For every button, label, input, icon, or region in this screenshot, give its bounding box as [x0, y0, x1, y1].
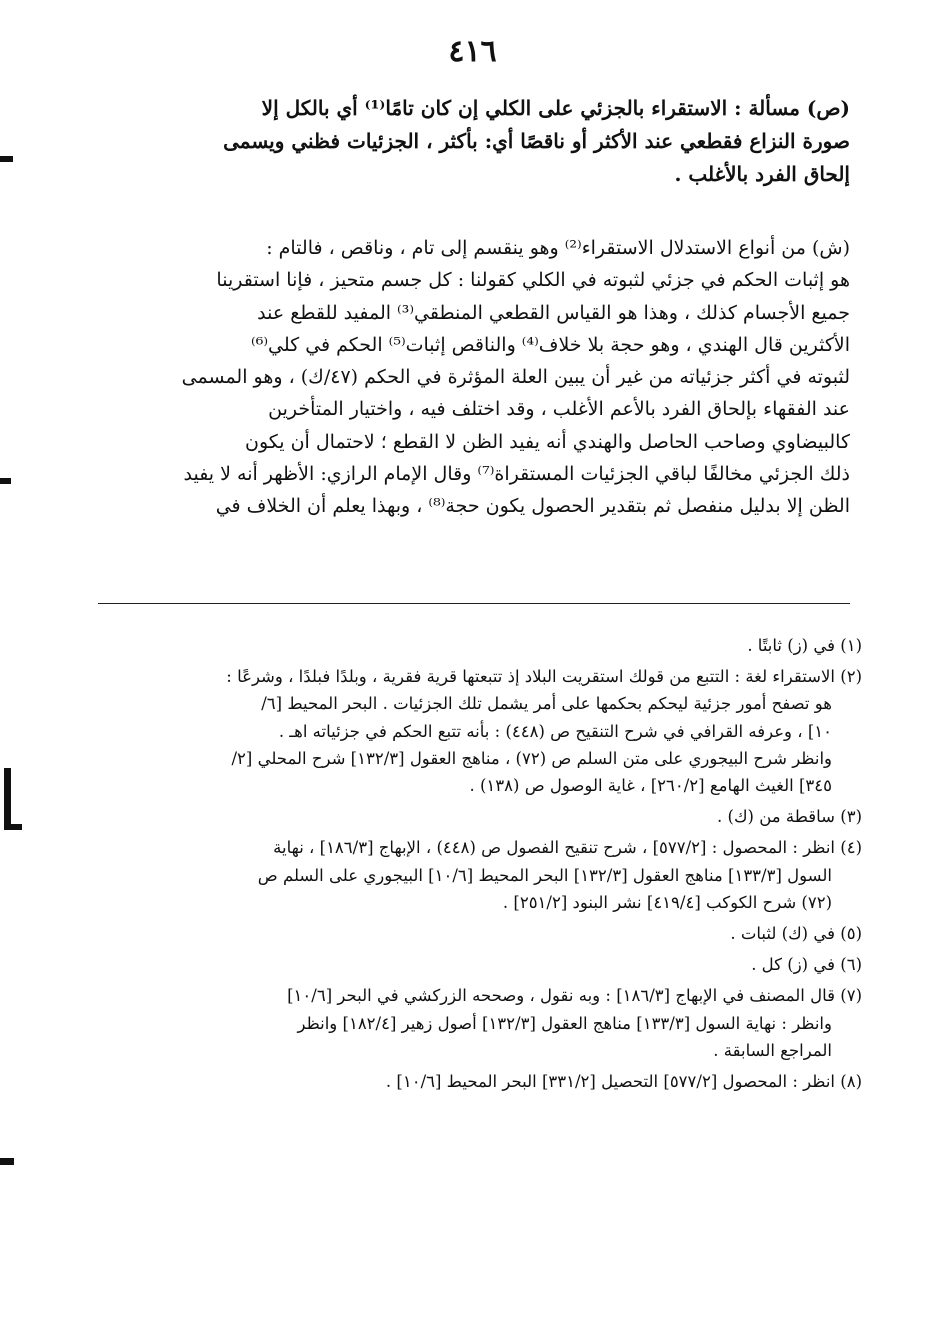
footnote-line: (١) في (ز) ثابتًا . [747, 636, 862, 655]
scan-edge-mark [0, 1158, 14, 1165]
sharh-line: الأكثرين قال الهندي ، وهو حجة بلا خلاف⁽⁴⁾ والناقص إثبات⁽⁵⁾ الحكم في كلي⁽⁶⁾ [251, 333, 850, 356]
footnote-line: (٣) ساقطة من (ك) . [717, 807, 862, 827]
sharh-line: عند الفقهاء بإلحاق الفرد بالأعم الأغلب ، وقد اختلف فيه ، واختيار المتأخرين [268, 398, 850, 421]
footnote-line: ١٠] ، وعرفه القرافي في شرح التنقيح ص (٤٤٨) : بأنه تتبع الحكم في جزئياته اهـ . [278, 721, 832, 741]
matn-line: (ص) مسألة : الاستقراء بالجزئي على الكلي إن كان تامًا⁽¹⁾ أي بالكل إلا [261, 96, 850, 120]
sharh-line: هو إثبات الحكم في جزئي لثبوته في الكلي كقولنا : كل جسم متحيز ، فإنا استقرينا [216, 269, 850, 292]
sharh-line: لثبوته في أكثر جزئياته من غير أن يبين العلة المؤثرة في الحكم (٤٧/ك) ، وهو المسمى [181, 366, 850, 389]
footnote-8 [80, 1068, 862, 1095]
page-number: ٤١٦ [448, 34, 497, 69]
footnote-line: وانظر شرح البيجوري على متن السلم ص (٧٢) ، مناهج العقول [١٣٢/٣] شرح المحلي [٢/ [231, 748, 832, 768]
footnotes [80, 632, 862, 1099]
footnote-line: ٣٤٥] الغيث الهامع [٢٦٠/٢] ، غاية الوصول ص (١٣٨) . [469, 776, 832, 796]
footnote-line: (٢) الاستقراء لغة : التتبع من قولك استقريت البلاد إذ تتبعتها قرية فقرية ، وبلدًا فبلدًا ، وشرعًا : [226, 667, 862, 687]
scan-edge-mark [0, 478, 11, 484]
footnote-line: (٧) قال المصنف في الإبهاج [١٨٦/٣] : وبه نقول ، وصححه الزركشي في البحر [١٠/٦] [287, 986, 862, 1006]
scan-edge-mark [4, 824, 22, 830]
footnote-line: (٨) انظر : المحصول [٥٧٧/٢] التحصيل [٣٣١/٢] البحر المحيط [١٠/٦] . [385, 1072, 862, 1092]
footnote-separator [98, 603, 850, 604]
footnote-6 [80, 951, 862, 978]
footnote-line: هو تصفح أمور جزئية ليحكم بحكمها على أمر يشمل تلك الجزئيات . البحر المحيط [٦/ [261, 694, 832, 714]
footnote-line: المراجع السابقة . [713, 1040, 832, 1060]
sharh-line: كالبيضاوي وصاحب الحاصل والهندي أنه يفيد الظن لا القطع ؛ لاحتمال أن يكون [244, 430, 850, 453]
footnote-line: (٦) في (ز) كل . [751, 955, 862, 975]
sharh-line: جميع الأجسام كذلك ، وهذا هو القياس القطعي المنطقي⁽³⁾ المفيد للقطع عند [257, 301, 850, 324]
matn-line: إلحاق الفرد بالأغلب . [674, 162, 850, 186]
footnote-3 [80, 803, 862, 830]
sharh-line: (ش) من أنواع الاستدلال الاستقراء⁽²⁾ وهو ينقسم إلى تام ، وناقص ، فالتام : [266, 237, 850, 259]
footnote-line: (٧٢) شرح الكوكب [٤١٩/٤] نشر البنود [٢٥١/٢] . [502, 892, 832, 912]
footnote-line: (٤) انظر : المحصول : [٥٧٧/٢] ، شرح تنقيح الفصول ص (٤٤٨) ، الإبهاج [١٨٦/٣] ، نهاية [273, 838, 862, 858]
footnote-4 [80, 834, 862, 916]
footnote-5 [80, 920, 862, 947]
footnote-7 [80, 982, 862, 1064]
footnote-2 [80, 663, 862, 799]
matn-paragraph [78, 92, 850, 191]
footnote-1 [80, 632, 862, 659]
sharh-paragraph [78, 232, 850, 523]
scan-edge-mark [4, 768, 11, 830]
footnote-line: السول [١٣٣/٣] مناهج العقول [١٣٢/٣] البحر المحيط [١٠/٦] البيجوري على السلم ص [257, 865, 832, 885]
sharh-line: ذلك الجزئي مخالفًا لباقي الجزئيات المستقراة⁽⁷⁾ وقال الإمام الرازي: الأظهر أنه لا يفيد [183, 463, 850, 486]
matn-line: صورة النزاع فقطعي عند الأكثر أو ناقصًا أي: بأكثر ، الجزئيات فظني ويسمى [223, 129, 850, 153]
scan-edge-mark [0, 156, 13, 162]
footnote-line: وانظر : نهاية السول [١٣٣/٣] مناهج العقول [١٣٢/٣] أصول زهير [١٨٢/٤] وانظر [297, 1013, 832, 1033]
footnote-line: (٥) في (ك) لثبات . [730, 924, 862, 944]
sharh-line: الظن إلا بدليل منفصل ثم بتقدير الحصول يكون حجة⁽⁸⁾ ، وبهذا يعلم أن الخلاف في [215, 495, 850, 518]
